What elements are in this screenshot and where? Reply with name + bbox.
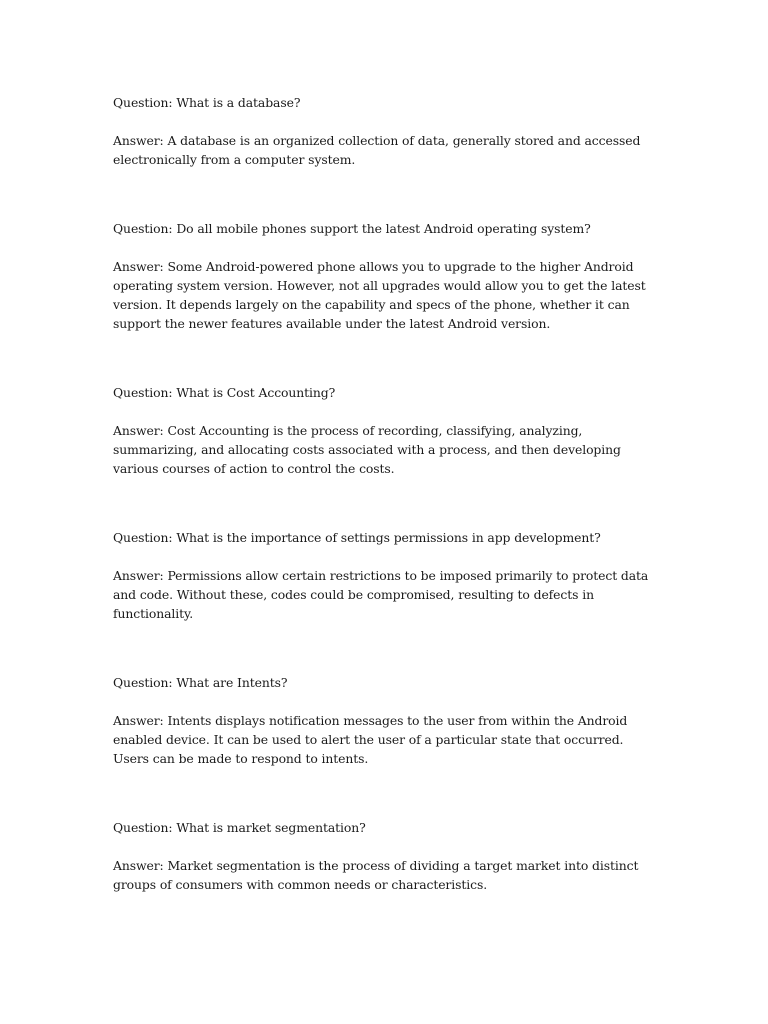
answer-text: Answer: Permissions allow certain restrictions to be imposed primarily to protect data and code. Without these, codes could be compromised, resulting to defects in functionality. [113,568,649,621]
document-page [113,93,661,944]
question-text: Question: What is Cost Accounting? [113,385,336,400]
question-text: Question: What is market segmentation? [113,820,366,835]
question-text: Question: Do all mobile phones support the latest Android operating system? [113,221,591,236]
qa-block [113,818,661,894]
qa-block [113,93,661,169]
qa-block [113,528,661,623]
qa-block [113,219,661,333]
question-text: Question: What is a database? [113,95,301,110]
answer-text: Answer: A database is an organized collection of data, generally stored and accessed electronically from a computer system. [113,133,641,167]
answer-text: Answer: Market segmentation is the process of dividing a target market into distinct groups of consumers with common needs or characteristics. [113,858,639,892]
answer-text: Answer: Intents displays notification messages to the user from within the Android enabled device. It can be used to alert the user of a particular state that occurred. Users can be made to respond to intents. [113,713,628,766]
question-text: Question: What is the importance of settings permissions in app development? [113,530,601,545]
qa-block [113,383,661,478]
answer-text: Answer: Some Android-powered phone allows you to upgrade to the higher Android operating system version. However, not all upgrades would allow you to get the latest version. It depends largely on the capability and specs of the phone, whether it can support the newer features available under the latest Android version. [113,259,646,331]
qa-block [113,673,661,768]
question-text: Question: What are Intents? [113,675,288,690]
answer-text: Answer: Cost Accounting is the process of recording, classifying, analyzing, summarizing, and allocating costs associated with a process, and then developing various courses of action to control the costs. [113,423,621,476]
